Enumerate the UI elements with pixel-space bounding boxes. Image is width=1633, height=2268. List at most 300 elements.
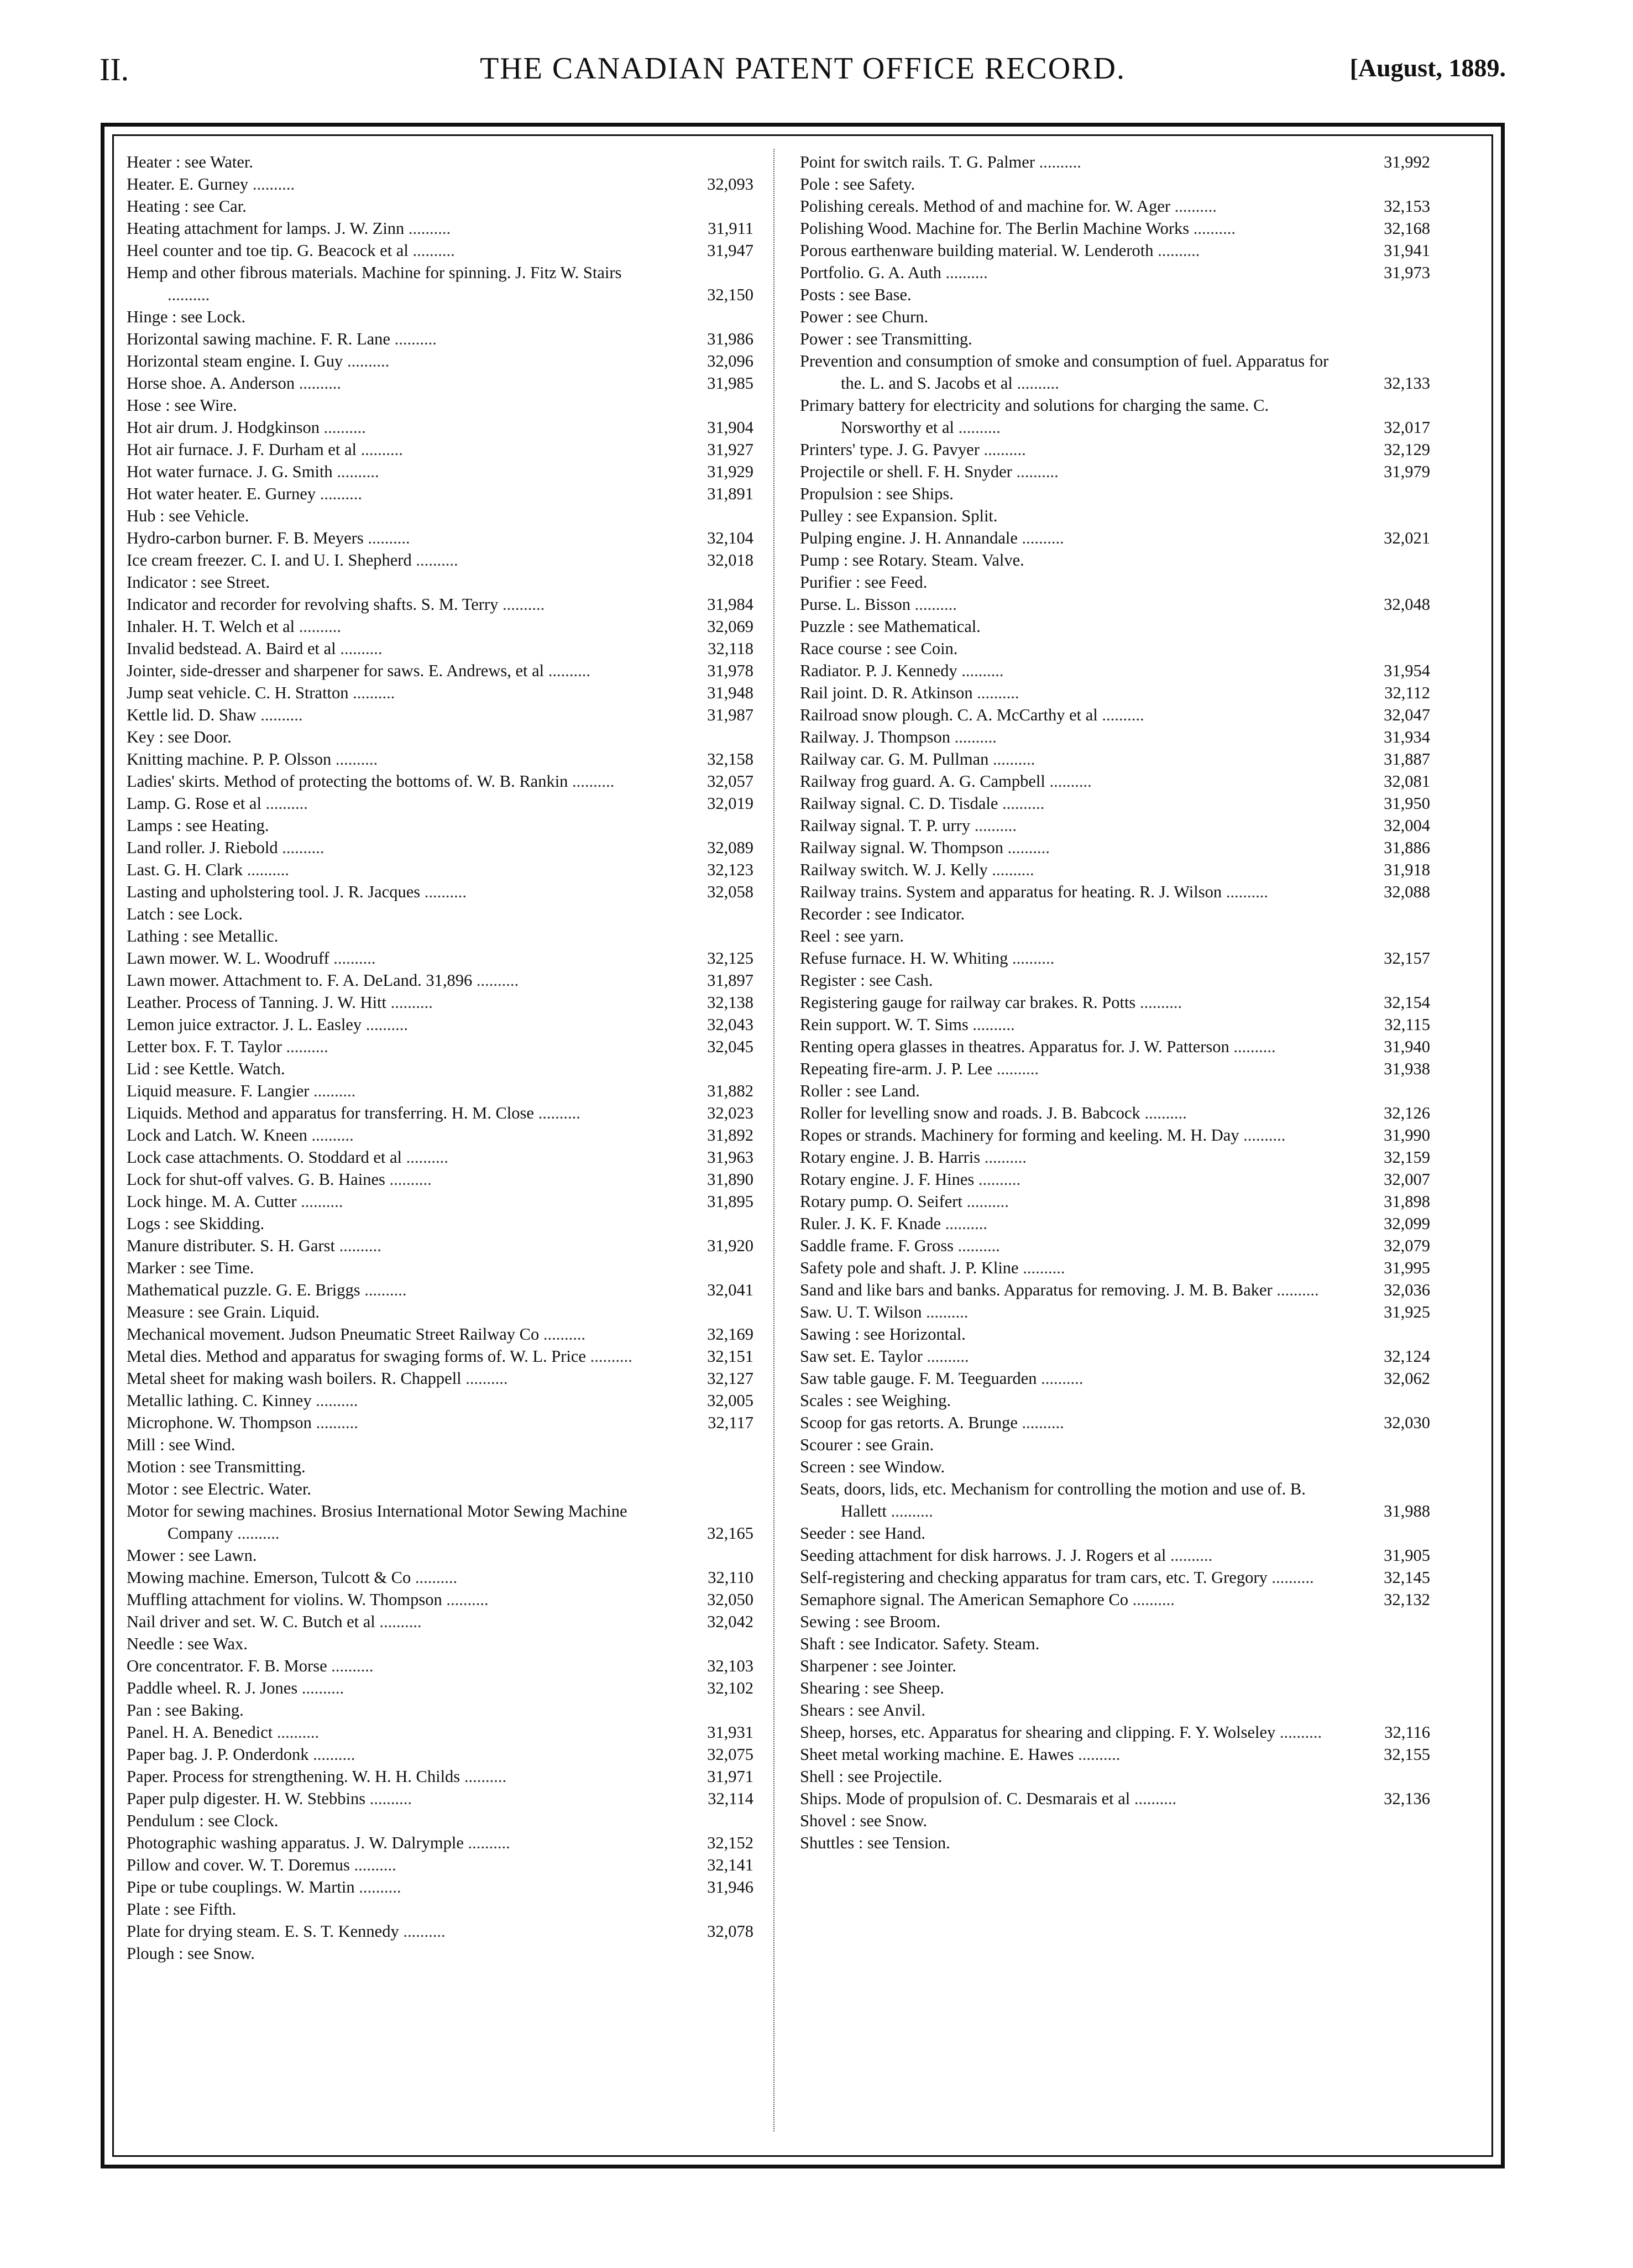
entry-text: Jointer, side-dresser and sharpener for saws. E. Andrews, et al — [127, 661, 545, 680]
index-entry — [127, 195, 753, 217]
entry-text: Scales : see Weighing. — [800, 1391, 951, 1410]
index-entry — [800, 350, 1430, 394]
patent-number: 32,058 — [707, 882, 753, 901]
index-entry — [127, 1301, 753, 1323]
index-entry — [800, 1013, 1430, 1036]
index-entry — [127, 1699, 753, 1721]
patent-number: 32,079 — [1384, 1236, 1430, 1255]
index-entry — [127, 1765, 753, 1788]
index-entry — [800, 1323, 1430, 1345]
index-entry — [127, 372, 753, 394]
index-entry — [127, 1810, 753, 1832]
index-entry — [800, 1257, 1430, 1279]
index-entry — [127, 903, 753, 925]
leader-dots: .......... — [1008, 949, 1055, 968]
entry-text: Last. G. H. Clark — [127, 860, 243, 879]
patent-number: 31,946 — [707, 1878, 753, 1896]
entry-text: Race course : see Coin. — [800, 639, 958, 658]
entry-text: Lamp. G. Rose et al — [127, 794, 261, 813]
leader-dots: .......... — [356, 440, 403, 459]
entry-text: Lid : see Kettle. Watch. — [127, 1059, 285, 1078]
index-entry — [800, 1721, 1430, 1743]
patent-number: 32,155 — [1384, 1745, 1430, 1764]
entry-text: Shell : see Projectile. — [800, 1767, 943, 1786]
entry-text: Railroad snow plough. C. A. McCarthy et al — [800, 706, 1098, 724]
index-entry — [127, 217, 753, 239]
entry-text: Projectile or shell. F. H. Snyder — [800, 462, 1012, 481]
entry-text: Posts : see Base. — [800, 285, 912, 304]
patent-number: 32,115 — [1384, 1015, 1430, 1034]
leader-dots: .......... — [363, 529, 410, 547]
leader-dots: .......... — [311, 1391, 358, 1410]
patent-number: 31,929 — [707, 462, 753, 481]
entry-text: Railway. J. Thompson — [800, 728, 950, 746]
index-entry — [800, 925, 1430, 947]
leader-dots: .......... — [295, 617, 342, 636]
entry-text: Pulley : see Expansion. Split. — [800, 506, 998, 525]
index-entry — [127, 1190, 753, 1213]
patent-number: 31,963 — [707, 1148, 753, 1167]
index-entry — [127, 1058, 753, 1080]
leader-dots: .......... — [533, 1104, 580, 1122]
patent-number: 31,918 — [1384, 860, 1430, 879]
leader-dots: .......... — [953, 1236, 1000, 1255]
index-entry — [800, 969, 1430, 991]
patent-number: 32,129 — [1384, 440, 1430, 459]
index-entry — [800, 726, 1430, 748]
index-entry — [800, 1080, 1430, 1102]
leader-dots: .......... — [1189, 219, 1236, 238]
entry-text: Ice cream freezer. C. I. and U. I. Shepherd — [127, 551, 412, 569]
index-entry — [127, 1124, 753, 1146]
patent-number: 31,904 — [707, 418, 753, 437]
entry-text: Kettle lid. D. Shaw — [127, 706, 257, 724]
index-entry — [800, 1058, 1430, 1080]
index-entry — [127, 1389, 753, 1412]
index-entry — [127, 173, 753, 195]
index-entry — [127, 615, 753, 637]
patent-number: 31,992 — [1384, 153, 1430, 171]
entry-text: Horse shoe. A. Anderson — [127, 374, 295, 393]
entry-text: Portfolio. G. A. Auth — [800, 263, 941, 282]
index-entry — [800, 262, 1430, 284]
leader-dots: .......... — [343, 352, 390, 370]
leader-dots: .......... — [1017, 529, 1064, 547]
patent-number: 32,017 — [1384, 418, 1430, 437]
index-entry — [800, 660, 1430, 682]
patent-number: 32,030 — [1384, 1413, 1430, 1432]
leader-dots: .......... — [1239, 1126, 1286, 1145]
index-entry — [127, 306, 753, 328]
patent-number: 31,891 — [707, 484, 753, 503]
patent-number: 32,169 — [707, 1325, 753, 1344]
index-entry — [800, 1588, 1430, 1611]
index-entry — [800, 1699, 1430, 1721]
index-entry — [127, 1036, 753, 1058]
entry-text: Mechanical movement. Judson Pneumatic Street Railway Co — [127, 1325, 540, 1344]
leader-dots: .......... — [168, 285, 210, 304]
patent-number: 32,127 — [707, 1369, 753, 1388]
patent-number: 32,168 — [1384, 219, 1430, 238]
index-entry — [800, 637, 1430, 660]
patent-number: 32,093 — [707, 175, 753, 194]
index-column-right — [800, 151, 1430, 1854]
index-entry — [127, 947, 753, 969]
patent-number: 32,062 — [1384, 1369, 1430, 1388]
index-entry — [800, 859, 1430, 881]
entry-text: Safety pole and shaft. J. P. Kline — [800, 1258, 1019, 1277]
entry-text: Metallic lathing. C. Kinney — [127, 1391, 312, 1410]
index-entry — [127, 1345, 753, 1367]
patent-number: 31,887 — [1384, 750, 1430, 769]
leader-dots: .......... — [399, 1922, 446, 1941]
leader-dots: .......... — [988, 750, 1035, 769]
patent-number: 32,023 — [707, 1104, 753, 1122]
entry-text: Mathematical puzzle. G. E. Briggs — [127, 1281, 360, 1299]
entry-text: Saddle frame. F. Gross — [800, 1236, 954, 1255]
entry-text: Letter box. F. T. Taylor — [127, 1037, 282, 1056]
entry-text: Lawn mower. Attachment to. F. A. DeLand. 31,896 — [127, 971, 473, 990]
entry-text: Ruler. J. K. F. Knade — [800, 1214, 941, 1233]
entry-text: Register : see Cash. — [800, 971, 933, 990]
patent-number: 32,005 — [707, 1391, 753, 1410]
index-entry — [800, 328, 1430, 350]
index-entry — [127, 1412, 753, 1434]
patent-number: 32,126 — [1384, 1104, 1430, 1122]
patent-number: 32,152 — [707, 1833, 753, 1852]
entry-text: Panel. H. A. Benedict — [127, 1723, 273, 1742]
leader-dots: .......... — [1012, 462, 1059, 481]
column-divider — [773, 149, 774, 2131]
leader-dots: .......... — [1034, 153, 1081, 171]
entry-text: Railway signal. T. P. urry — [800, 816, 971, 835]
leader-dots: .......... — [297, 1679, 344, 1697]
index-entry — [800, 1235, 1430, 1257]
index-entry — [127, 1257, 753, 1279]
entry-text: Scourer : see Grain. — [800, 1435, 934, 1454]
index-entry — [127, 660, 753, 682]
entry-text: Printers' type. J. G. Pavyer — [800, 440, 980, 459]
index-entry — [800, 1633, 1430, 1655]
leader-dots: .......... — [962, 1192, 1009, 1211]
leader-dots: .......... — [348, 683, 395, 702]
entry-text: Liquids. Method and apparatus for transferring. H. M. Close — [127, 1104, 534, 1122]
index-entry — [800, 173, 1430, 195]
patent-number: 32,157 — [1384, 949, 1430, 968]
patent-number: 32,069 — [707, 617, 753, 636]
index-entry — [127, 1367, 753, 1389]
leader-dots: .......... — [256, 706, 303, 724]
index-entry — [127, 416, 753, 438]
entry-text: Lemon juice extractor. J. L. Easley — [127, 1015, 362, 1034]
patent-number: 32,057 — [707, 772, 753, 791]
index-entry — [800, 770, 1430, 792]
entry-text: Sand and like bars and banks. Apparatus for removing. J. M. B. Baker — [800, 1281, 1273, 1299]
index-entry — [800, 461, 1430, 483]
entry-text: Shovel : see Snow. — [800, 1811, 928, 1830]
index-entry — [127, 262, 753, 306]
index-entry — [800, 1522, 1430, 1544]
patent-number: 32,110 — [708, 1568, 753, 1587]
entry-text: Logs : see Skidding. — [127, 1214, 265, 1233]
entry-text: Railway signal. W. Thompson — [800, 838, 1003, 857]
patent-number: 31,986 — [707, 330, 753, 348]
index-entry — [127, 1102, 753, 1124]
leader-dots: .......... — [411, 1568, 458, 1587]
leader-dots: .......... — [278, 838, 324, 857]
leader-dots: .......... — [402, 1148, 448, 1167]
index-entry — [800, 593, 1430, 615]
leader-dots: .......... — [544, 661, 590, 680]
index-entry — [800, 483, 1430, 505]
patent-number: 31,954 — [1384, 661, 1430, 680]
entry-text: Saw set. E. Taylor — [800, 1347, 923, 1366]
patent-number: 31,941 — [1384, 241, 1430, 260]
leader-dots: .......... — [472, 971, 519, 990]
leader-dots: .......... — [261, 794, 308, 813]
leader-dots: .......... — [970, 816, 1017, 835]
entry-text: Metal dies. Method and apparatus for swaging forms of. W. L. Price — [127, 1347, 586, 1366]
index-entry — [800, 837, 1430, 859]
leader-dots: .......... — [307, 1126, 354, 1145]
leader-dots: .......... — [987, 860, 1034, 879]
leader-dots: .......... — [273, 1723, 320, 1742]
index-entry — [127, 1323, 753, 1345]
entry-text: Hub : see Vehicle. — [127, 506, 249, 525]
leader-dots: .......... — [979, 440, 1026, 459]
leader-dots: .......... — [1275, 1723, 1322, 1742]
entry-text: Lathing : see Metallic. — [127, 927, 279, 945]
patent-number: 32,088 — [1384, 882, 1430, 901]
patent-number: 31,920 — [707, 1236, 753, 1255]
entry-text: Semaphore signal. The American Semaphore Co — [800, 1590, 1129, 1609]
patent-number: 32,050 — [707, 1590, 753, 1609]
leader-dots: .......... — [568, 772, 615, 791]
entry-text: Lasting and upholstering tool. J. R. Jacques — [127, 882, 421, 901]
index-entry — [127, 1655, 753, 1677]
patent-number: 31,995 — [1384, 1258, 1430, 1277]
patent-number: 31,990 — [1384, 1126, 1430, 1145]
index-entry — [127, 1279, 753, 1301]
entry-text: Railway frog guard. A. G. Campbell — [800, 772, 1045, 791]
entry-text: Marker : see Time. — [127, 1258, 254, 1277]
index-entry — [127, 1434, 753, 1456]
leader-dots: .......... — [408, 241, 455, 260]
entry-text: Registering gauge for railway car brakes. R. Potts — [800, 993, 1136, 1012]
patent-number: 32,153 — [1384, 197, 1430, 216]
index-entry — [127, 527, 753, 549]
index-entry — [127, 438, 753, 461]
patent-number: 32,158 — [707, 750, 753, 769]
patent-number: 32,118 — [708, 639, 753, 658]
index-entry — [127, 969, 753, 991]
patent-number: 32,089 — [707, 838, 753, 857]
leader-dots: .......... — [411, 551, 458, 569]
patent-number: 32,150 — [707, 285, 753, 304]
leader-dots: .......... — [974, 1170, 1021, 1189]
index-entry — [127, 1898, 753, 1920]
entry-text: Metal sheet for making wash boilers. R. Chappell — [127, 1369, 462, 1388]
index-entry — [800, 549, 1430, 571]
index-entry — [800, 1036, 1430, 1058]
index-entry — [127, 350, 753, 372]
index-entry — [127, 1832, 753, 1854]
leader-dots: .......... — [360, 1281, 407, 1299]
entry-text: Rotary engine. J. B. Harris — [800, 1148, 981, 1167]
leader-dots: .......... — [354, 1878, 401, 1896]
leader-dots: .......... — [420, 882, 467, 901]
leader-dots: .......... — [233, 1524, 280, 1543]
entry-text: Scoop for gas retorts. A. Brunge — [800, 1413, 1018, 1432]
entry-text: Sawing : see Horizontal. — [800, 1325, 966, 1344]
leader-dots: .......... — [1130, 1789, 1177, 1808]
index-entry — [127, 1168, 753, 1190]
entry-text: Indicator and recorder for revolving shafts. S. M. Terry — [127, 595, 499, 614]
leader-dots: .......... — [1170, 197, 1217, 216]
entry-text: Hot air furnace. J. F. Durham et al — [127, 440, 357, 459]
index-entry — [127, 881, 753, 903]
patent-number: 32,154 — [1384, 993, 1430, 1012]
index-entry — [127, 748, 753, 770]
patent-number: 32,081 — [1384, 772, 1430, 791]
patent-number: 32,036 — [1384, 1281, 1430, 1299]
entry-text: Screen : see Window. — [800, 1457, 945, 1476]
entry-text: Propulsion : see Ships. — [800, 484, 954, 503]
index-entry — [127, 991, 753, 1013]
index-entry — [800, 1168, 1430, 1190]
patent-number: 32,043 — [707, 1015, 753, 1034]
leader-dots: .......... — [1267, 1568, 1314, 1587]
entry-text: Land roller. J. Riebold — [127, 838, 278, 857]
entry-text: Knitting machine. P. P. Olsson — [127, 750, 332, 769]
index-entry — [800, 1788, 1430, 1810]
patent-number: 32,159 — [1384, 1148, 1430, 1167]
patent-number: 32,042 — [707, 1612, 753, 1631]
entry-text: Refuse furnace. H. W. Whiting — [800, 949, 1008, 968]
leader-dots: .......... — [954, 418, 1001, 437]
entry-text: Key : see Door. — [127, 728, 232, 746]
entry-text: Sheep, horses, etc. Apparatus for shearing and clipping. F. Y. Wolseley — [800, 1723, 1276, 1742]
index-entry — [127, 814, 753, 837]
leader-dots: .......... — [327, 1656, 374, 1675]
patent-number: 31,979 — [1384, 462, 1430, 481]
index-entry — [800, 615, 1430, 637]
entry-text: Heel counter and toe tip. G. Beacock et al — [127, 241, 409, 260]
leader-dots: .......... — [385, 1170, 432, 1189]
leader-dots: .......... — [1166, 1546, 1213, 1565]
patent-number: 32,138 — [707, 993, 753, 1012]
entry-text: Pole : see Safety. — [800, 175, 915, 194]
index-entry — [127, 770, 753, 792]
entry-text: Plough : see Snow. — [127, 1944, 255, 1963]
leader-dots: .......... — [998, 794, 1045, 813]
patent-number: 32,124 — [1384, 1347, 1430, 1366]
patent-number: 32,112 — [1384, 683, 1430, 702]
entry-text: Photographic washing apparatus. J. W. Dalrymple — [127, 1833, 464, 1852]
leader-dots: .......... — [585, 1347, 632, 1366]
patent-number: 32,103 — [707, 1656, 753, 1675]
leader-dots: .......... — [1153, 241, 1200, 260]
entry-text: Seats, doors, lids, etc. Mechanism for controlling the motion and use of. B. Hallett — [800, 1480, 1306, 1520]
entry-text: Heater. E. Gurney — [127, 175, 249, 194]
index-entry — [800, 1412, 1430, 1434]
patent-number: 31,948 — [707, 683, 753, 702]
entry-text: Puzzle : see Mathematical. — [800, 617, 981, 636]
index-entry — [127, 1743, 753, 1765]
page-title: THE CANADIAN PATENT OFFICE RECORD. — [480, 51, 1126, 86]
entry-text: Pillow and cover. W. T. Doremus — [127, 1856, 350, 1874]
patent-number: 32,104 — [707, 529, 753, 547]
index-entry — [800, 1345, 1430, 1367]
leader-dots: .......... — [539, 1325, 586, 1344]
leader-dots: .......... — [461, 1369, 508, 1388]
index-entry — [800, 1102, 1430, 1124]
leader-dots: .......... — [243, 860, 289, 879]
leader-dots: .......... — [950, 728, 997, 746]
entry-text: Paper. Process for strengthening. W. H. H. Childs — [127, 1767, 460, 1786]
patent-number: 31,987 — [707, 706, 753, 724]
leader-dots: .......... — [957, 661, 1004, 680]
index-entry — [800, 1190, 1430, 1213]
entry-text: Jump seat vehicle. C. H. Stratton — [127, 683, 349, 702]
entry-text: Power : see Churn. — [800, 307, 929, 326]
patent-number: 31,973 — [1384, 263, 1430, 282]
patent-number: 32,141 — [707, 1856, 753, 1874]
patent-number: 32,019 — [707, 794, 753, 813]
entry-text: Power : see Transmitting. — [800, 330, 972, 348]
entry-text: Primary battery for electricity and solutions for charging the same. C. Norsworthy et al — [800, 396, 1269, 437]
index-entry — [800, 571, 1430, 593]
leader-dots: .......... — [281, 1037, 328, 1056]
index-entry — [127, 394, 753, 416]
patent-number: 31,905 — [1384, 1546, 1430, 1565]
index-entry — [800, 947, 1430, 969]
leader-dots: .......... — [1074, 1745, 1121, 1764]
patent-number: 32,136 — [1384, 1789, 1430, 1808]
leader-dots: .......... — [1097, 706, 1144, 724]
entry-text: Horizontal sawing machine. F. R. Lane — [127, 330, 390, 348]
entry-text: Horizontal steam engine. I. Guy — [127, 352, 343, 370]
entry-text: Lamps : see Heating. — [127, 816, 269, 835]
index-entry — [127, 505, 753, 527]
patent-number: 32,151 — [707, 1347, 753, 1366]
index-entry — [127, 151, 753, 173]
entry-text: Plate : see Fifth. — [127, 1900, 237, 1919]
index-entry — [127, 1146, 753, 1168]
index-entry — [127, 1611, 753, 1633]
entry-text: Sheet metal working machine. E. Hawes — [800, 1745, 1074, 1764]
leader-dots: .......... — [1272, 1281, 1319, 1299]
index-entry — [800, 1544, 1430, 1566]
patent-number: 32,007 — [1384, 1170, 1430, 1189]
leader-dots: .......... — [1229, 1037, 1276, 1056]
patent-number: 32,096 — [707, 352, 753, 370]
entry-text: Rotary pump. O. Seifert — [800, 1192, 962, 1211]
leader-dots: .......... — [1012, 374, 1059, 393]
entry-text: Heating attachment for lamps. J. W. Zinn — [127, 219, 405, 238]
entry-text: Shears : see Anvil. — [800, 1701, 926, 1720]
index-entry — [800, 1810, 1430, 1832]
entry-text: Pulping engine. J. H. Annandale — [800, 529, 1018, 547]
entry-text: Lock case attachments. O. Stoddard et al — [127, 1148, 402, 1167]
index-entry — [800, 1677, 1430, 1699]
index-entry — [127, 1500, 753, 1544]
index-entry — [800, 1301, 1430, 1323]
index-entry — [127, 1854, 753, 1876]
entry-text: Hemp and other fibrous materials. Machine for spinning. J. Fitz W. Stairs — [127, 263, 622, 282]
entry-text: Invalid bedstead. A. Baird et al — [127, 639, 336, 658]
index-entry — [800, 682, 1430, 704]
